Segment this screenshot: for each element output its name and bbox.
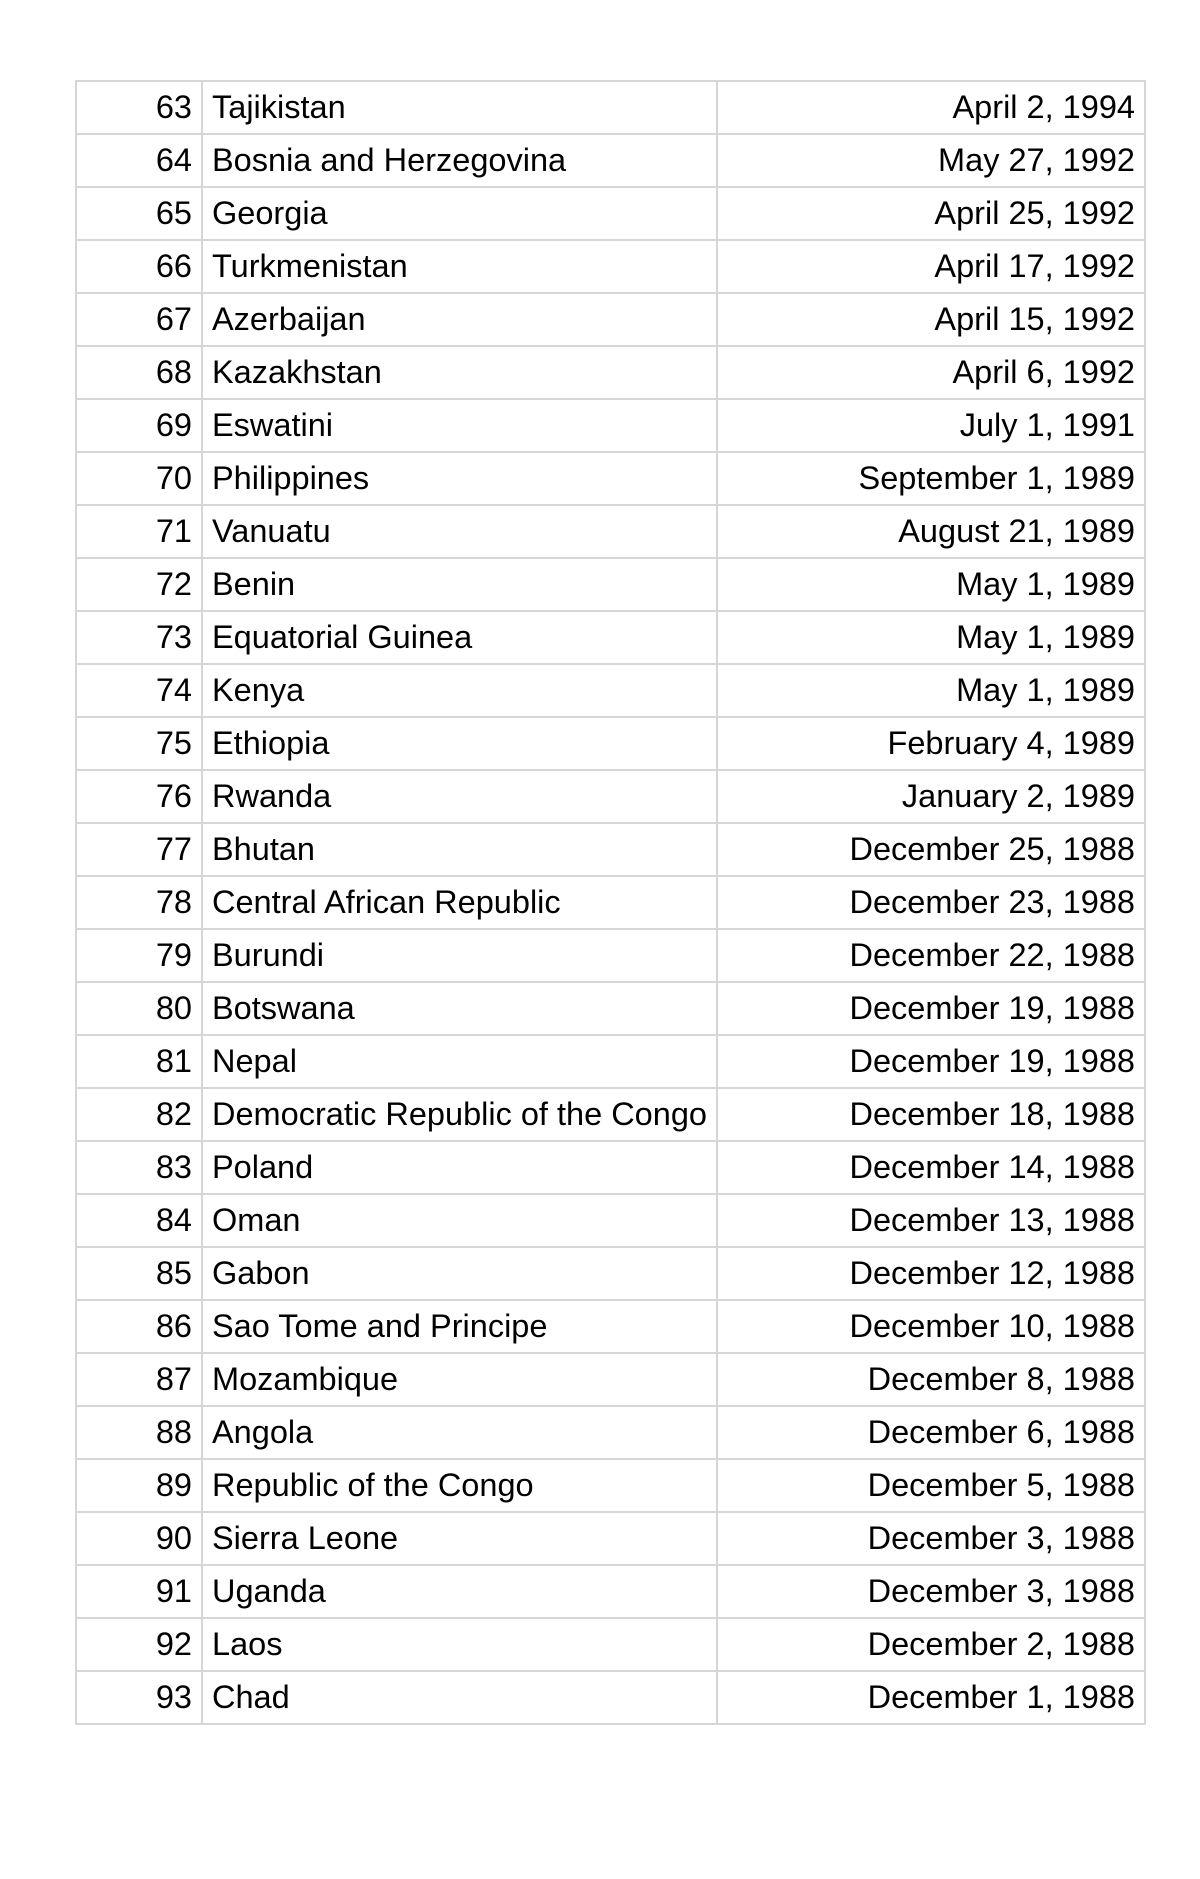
table-row — [76, 876, 1145, 929]
table-row — [76, 664, 1145, 717]
rank-cell: 72 — [76, 558, 202, 611]
recognition-table — [75, 80, 1146, 1725]
table-row — [76, 1141, 1145, 1194]
country-cell: Tajikistan — [202, 81, 717, 134]
date-cell: May 27, 1992 — [717, 134, 1145, 187]
table-row — [76, 452, 1145, 505]
country-cell: Republic of the Congo — [202, 1459, 717, 1512]
table-row — [76, 1247, 1145, 1300]
date-cell: December 12, 1988 — [717, 1247, 1145, 1300]
country-cell: Azerbaijan — [202, 293, 717, 346]
table-row — [76, 1671, 1145, 1724]
country-cell: Uganda — [202, 1565, 717, 1618]
date-cell: April 2, 1994 — [717, 81, 1145, 134]
table-row — [76, 187, 1145, 240]
date-cell: December 18, 1988 — [717, 1088, 1145, 1141]
country-cell: Philippines — [202, 452, 717, 505]
rank-cell: 91 — [76, 1565, 202, 1618]
table-body — [76, 81, 1145, 1724]
rank-cell: 68 — [76, 346, 202, 399]
rank-cell: 89 — [76, 1459, 202, 1512]
date-cell: December 5, 1988 — [717, 1459, 1145, 1512]
country-cell: Georgia — [202, 187, 717, 240]
table-row — [76, 240, 1145, 293]
table-row — [76, 982, 1145, 1035]
table-row — [76, 1194, 1145, 1247]
date-cell: December 13, 1988 — [717, 1194, 1145, 1247]
table-row — [76, 81, 1145, 134]
rank-cell: 66 — [76, 240, 202, 293]
table-row — [76, 293, 1145, 346]
rank-cell: 65 — [76, 187, 202, 240]
table-row — [76, 1459, 1145, 1512]
date-cell: April 17, 1992 — [717, 240, 1145, 293]
rank-cell: 79 — [76, 929, 202, 982]
date-cell: May 1, 1989 — [717, 664, 1145, 717]
date-cell: December 14, 1988 — [717, 1141, 1145, 1194]
rank-cell: 75 — [76, 717, 202, 770]
country-cell: Ethiopia — [202, 717, 717, 770]
date-cell: July 1, 1991 — [717, 399, 1145, 452]
country-cell: Democratic Republic of the Congo — [202, 1088, 717, 1141]
date-cell: September 1, 1989 — [717, 452, 1145, 505]
country-cell: Angola — [202, 1406, 717, 1459]
rank-cell: 92 — [76, 1618, 202, 1671]
rank-cell: 77 — [76, 823, 202, 876]
rank-cell: 86 — [76, 1300, 202, 1353]
table-row — [76, 1088, 1145, 1141]
date-cell: December 1, 1988 — [717, 1671, 1145, 1724]
table-row — [76, 611, 1145, 664]
country-cell: Chad — [202, 1671, 717, 1724]
country-cell: Nepal — [202, 1035, 717, 1088]
rank-cell: 73 — [76, 611, 202, 664]
rank-cell: 80 — [76, 982, 202, 1035]
country-cell: Burundi — [202, 929, 717, 982]
rank-cell: 84 — [76, 1194, 202, 1247]
country-cell: Kenya — [202, 664, 717, 717]
date-cell: April 25, 1992 — [717, 187, 1145, 240]
table-row — [76, 399, 1145, 452]
country-cell: Equatorial Guinea — [202, 611, 717, 664]
country-cell: Bosnia and Herzegovina — [202, 134, 717, 187]
date-cell: December 8, 1988 — [717, 1353, 1145, 1406]
rank-cell: 67 — [76, 293, 202, 346]
table-row — [76, 1618, 1145, 1671]
table-row — [76, 1512, 1145, 1565]
table-row — [76, 823, 1145, 876]
date-cell: January 2, 1989 — [717, 770, 1145, 823]
table-row — [76, 1353, 1145, 1406]
country-cell: Bhutan — [202, 823, 717, 876]
country-cell: Sao Tome and Principe — [202, 1300, 717, 1353]
table-row — [76, 1406, 1145, 1459]
rank-cell: 90 — [76, 1512, 202, 1565]
rank-cell: 69 — [76, 399, 202, 452]
date-cell: December 10, 1988 — [717, 1300, 1145, 1353]
country-cell: Laos — [202, 1618, 717, 1671]
rank-cell: 78 — [76, 876, 202, 929]
date-cell: December 19, 1988 — [717, 1035, 1145, 1088]
date-cell: December 3, 1988 — [717, 1512, 1145, 1565]
country-cell: Oman — [202, 1194, 717, 1247]
date-cell: December 25, 1988 — [717, 823, 1145, 876]
date-cell: August 21, 1989 — [717, 505, 1145, 558]
date-cell: December 3, 1988 — [717, 1565, 1145, 1618]
table-row — [76, 346, 1145, 399]
country-cell: Botswana — [202, 982, 717, 1035]
table-row — [76, 1300, 1145, 1353]
country-cell: Central African Republic — [202, 876, 717, 929]
table-row — [76, 558, 1145, 611]
date-cell: May 1, 1989 — [717, 611, 1145, 664]
date-cell: December 23, 1988 — [717, 876, 1145, 929]
rank-cell: 74 — [76, 664, 202, 717]
date-cell: December 22, 1988 — [717, 929, 1145, 982]
country-cell: Poland — [202, 1141, 717, 1194]
date-cell: April 15, 1992 — [717, 293, 1145, 346]
country-cell: Mozambique — [202, 1353, 717, 1406]
table-row — [76, 770, 1145, 823]
table-row — [76, 717, 1145, 770]
country-cell: Gabon — [202, 1247, 717, 1300]
date-cell: December 19, 1988 — [717, 982, 1145, 1035]
country-cell: Turkmenistan — [202, 240, 717, 293]
rank-cell: 81 — [76, 1035, 202, 1088]
date-cell: May 1, 1989 — [717, 558, 1145, 611]
table-row — [76, 1035, 1145, 1088]
date-cell: December 6, 1988 — [717, 1406, 1145, 1459]
table-row — [76, 929, 1145, 982]
country-cell: Vanuatu — [202, 505, 717, 558]
rank-cell: 70 — [76, 452, 202, 505]
date-cell: February 4, 1989 — [717, 717, 1145, 770]
rank-cell: 87 — [76, 1353, 202, 1406]
rank-cell: 76 — [76, 770, 202, 823]
country-cell: Rwanda — [202, 770, 717, 823]
rank-cell: 64 — [76, 134, 202, 187]
table-row — [76, 134, 1145, 187]
rank-cell: 85 — [76, 1247, 202, 1300]
rank-cell: 88 — [76, 1406, 202, 1459]
date-cell: December 2, 1988 — [717, 1618, 1145, 1671]
rank-cell: 82 — [76, 1088, 202, 1141]
country-cell: Benin — [202, 558, 717, 611]
country-cell: Sierra Leone — [202, 1512, 717, 1565]
table-row — [76, 505, 1145, 558]
table-row — [76, 1565, 1145, 1618]
rank-cell: 83 — [76, 1141, 202, 1194]
country-cell: Kazakhstan — [202, 346, 717, 399]
rank-cell: 93 — [76, 1671, 202, 1724]
rank-cell: 71 — [76, 505, 202, 558]
date-cell: April 6, 1992 — [717, 346, 1145, 399]
rank-cell: 63 — [76, 81, 202, 134]
country-cell: Eswatini — [202, 399, 717, 452]
